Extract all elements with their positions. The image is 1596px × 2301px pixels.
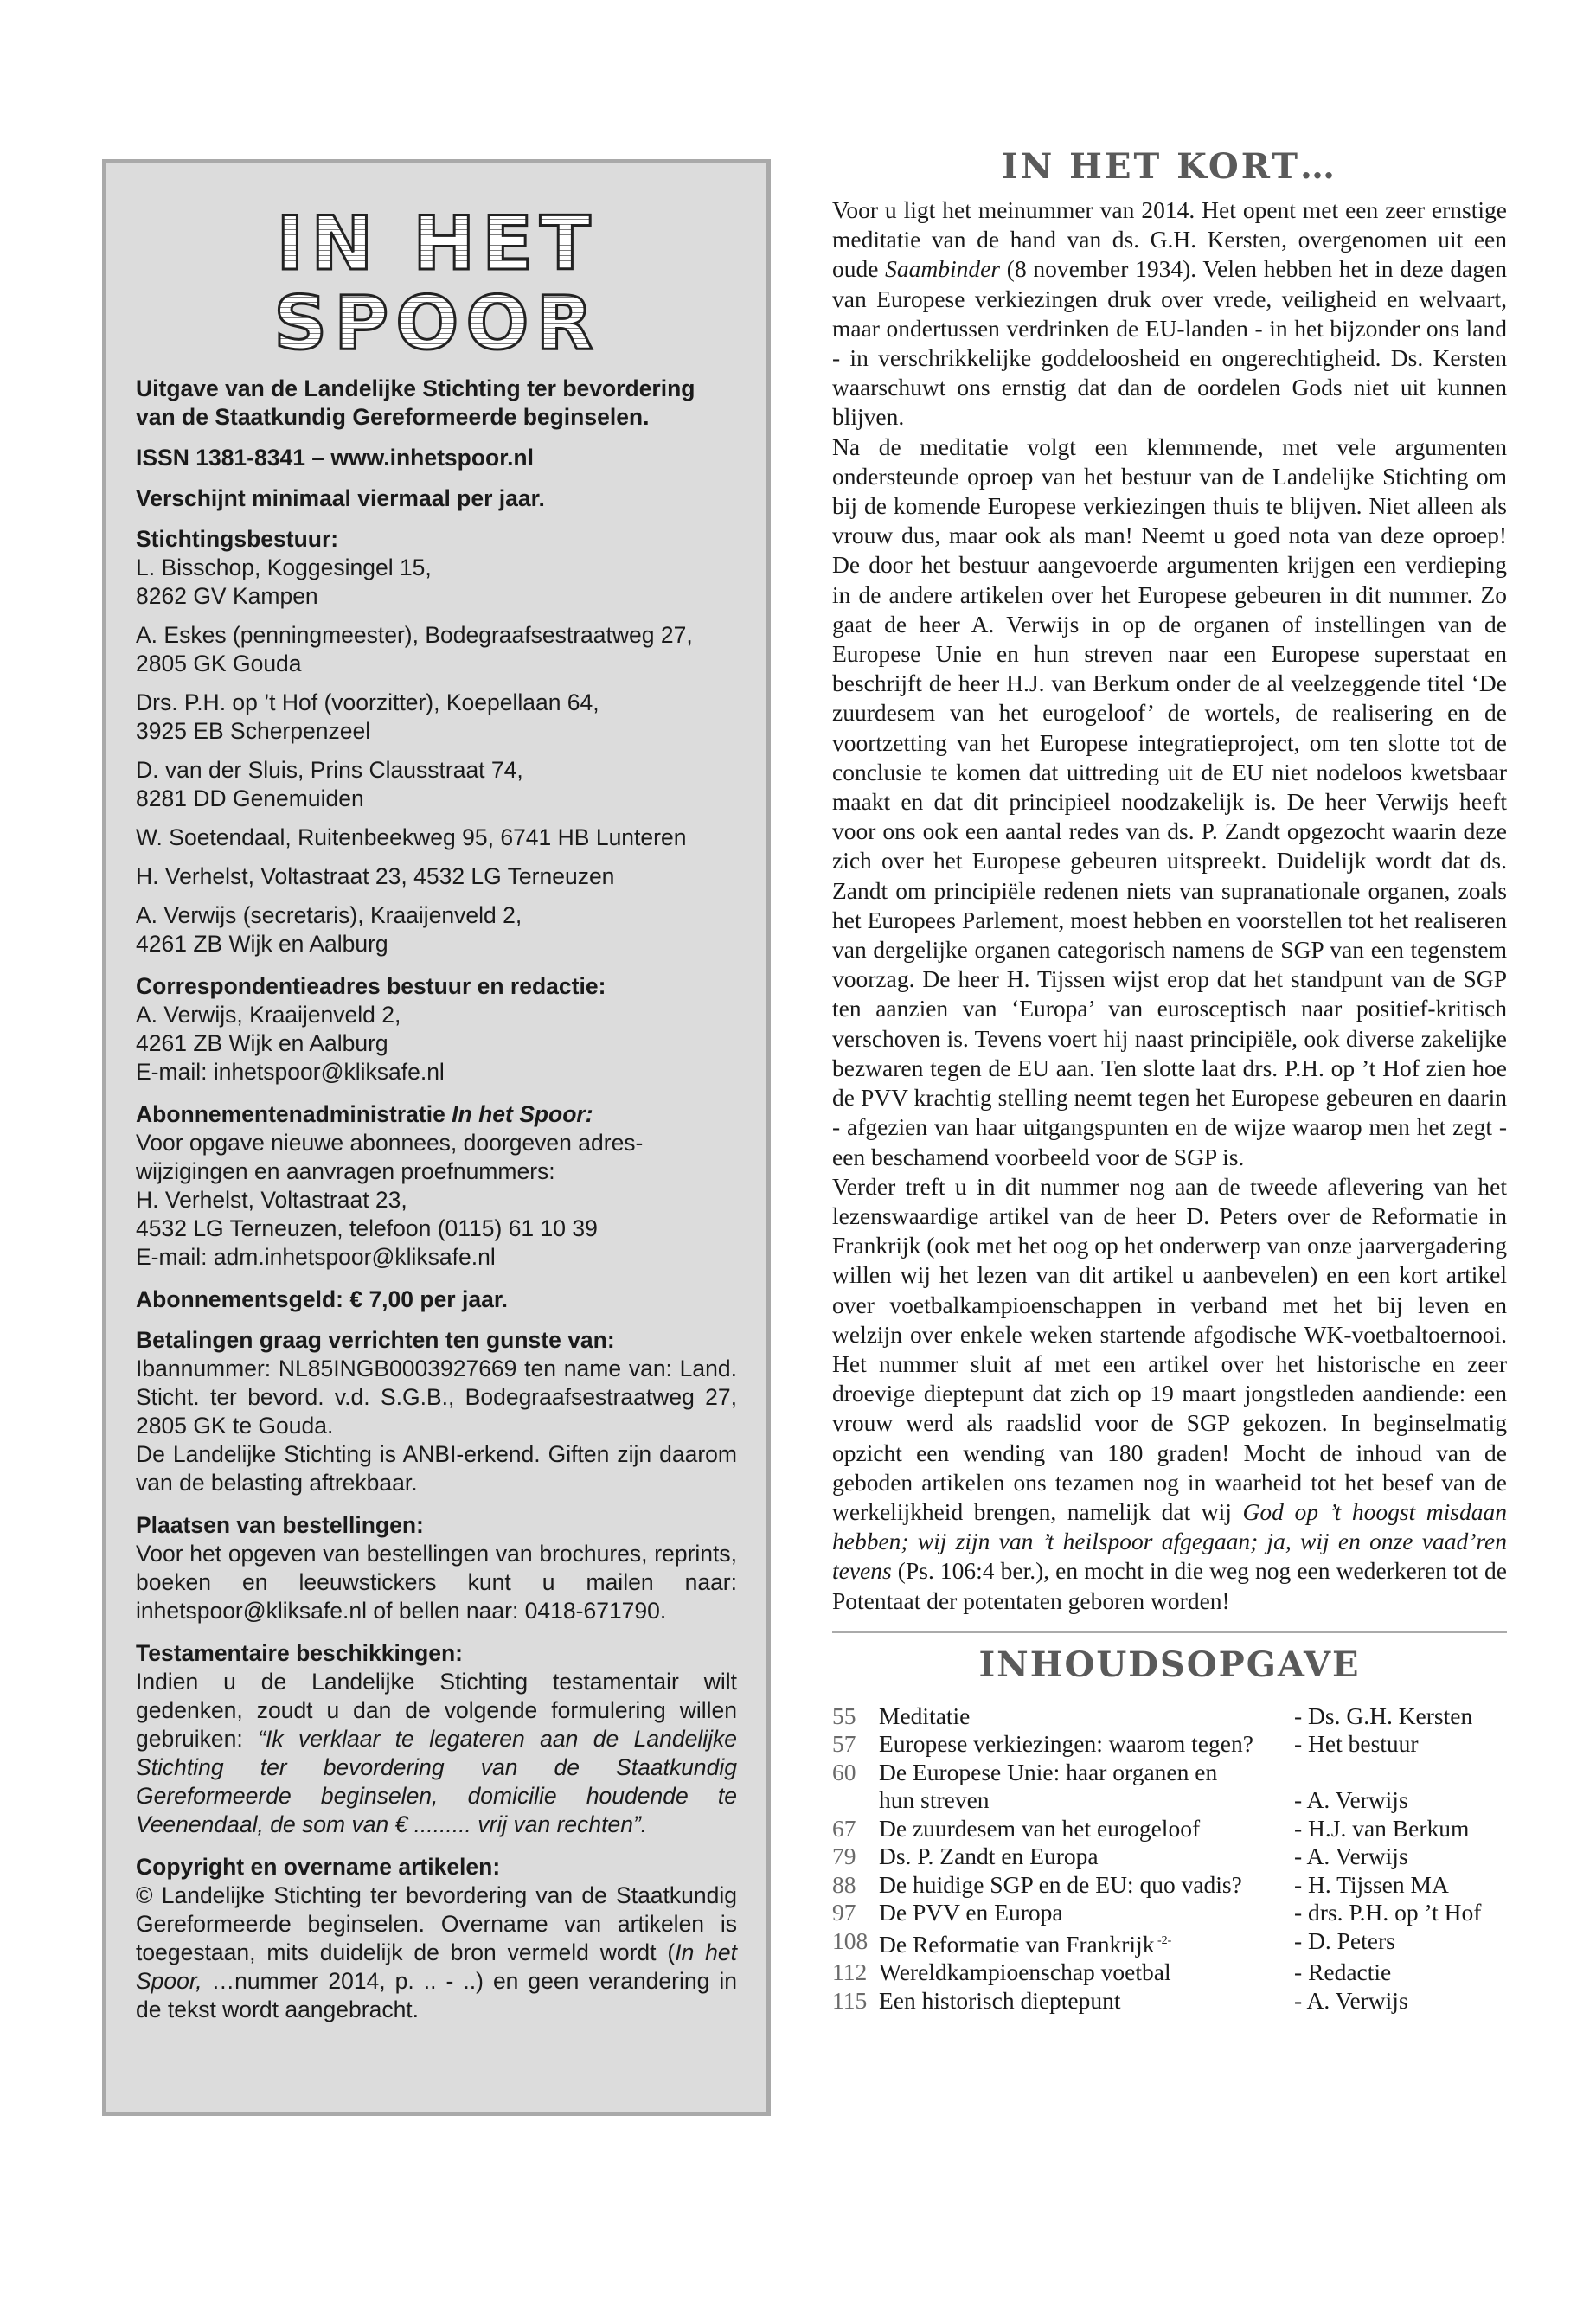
toc-row	[832, 1786, 1507, 1815]
correspondence-email: E-mail: inhetspoor@kliksafe.nl	[136, 1059, 445, 1085]
board-list	[136, 554, 737, 958]
subscription-line: wijzigingen en aanvragen proefnummers:	[136, 1158, 555, 1184]
toc-title: Ds. P. Zandt en Europa	[879, 1843, 1099, 1870]
board-heading: Stichtingsbestuur:	[136, 526, 339, 552]
board-member-line: 3925 EB Scherpenzeel	[136, 718, 371, 744]
toc-row	[832, 1871, 1507, 1900]
copyright-text: © Landelijke Stichting ter bevordering van de Staatkundig Gereformeerde beginselen. Overname van artikelen is toegestaan, mits duidelijk de bron vermeld wordt (In het Spoor, …nummer 2014, p. .. - ..) en geen verandering in de tekst wordt aangebracht.	[136, 1882, 737, 2022]
board-member-line: A. Eskes (penningmeester), Bodegraafsestraatweg 27,	[136, 622, 693, 648]
editorial-paragraph: Na de meditatie volgt een klemmende, met vele argumenten ondersteunde oproep van het bestuur van de Landelijke Stichting om bij de komende Europese verkiezingen thuis te blijven. Niet alleen als vrouw dus, maar ook als man! Neemt u goed nota van deze oproep! De door het bestuur aangevoerde argumenten krijgen een verdieping in de andere artikelen over het Europese gebeuren in dit nummer. Zo gaat de heer A. Verwijs in op de organen of instellingen van de Europese Unie en hun streven naar een Europese superstaat en beschrijft de heer H.J. van Berkum onder de al veelzeggende titel ‘De zuurdesem van het eurogeloof’ de wortels, de realisering en de voortzetting van het Europese integratieproject, om ten slotte tot de conclusie te komen dat uittreding uit de EU niet nodeloos kwetsbaar maakt en dat dit principieel noodzakelijk is. De heer Verwijs heeft voor ons ook een aantal redes van ds. P. Zandt opgezocht waarin deze zich over het Europese gebeuren uitspreekt. Duidelijk wordt dat ds. Zandt om principiële redenen niets van supranationale organen, zoals het Europees Parlement, moest hebben en voorstellen tot het realiseren van dergelijke organen categorisch namens de SGP van een tegenstem voorzag. De heer H. Tijssen wijst erop dat het standpunt van de SGP ten aanzien van ‘Europa’ van eurosceptisch naar positief-kritisch verschoven is. Tevens voert hij naast principiële, ook diverse zakelijke bezwaren tegen de EU aan. Ten slotte laat drs. P.H. op ’t Hof zien hoe de PVV krachtig stelling neemt tegen het Europese gebeuren en daarin - afgezien van haar uitgangspunten en de wijze waarop men het zegt - een beschamend voorbeeld voor de SGP is.	[832, 433, 1507, 1170]
payment-heading: Betalingen graag verrichten ten gunste van:	[136, 1327, 615, 1353]
toc-title: De Europese Unie: haar organen en	[879, 1758, 1218, 1785]
board-member	[136, 756, 737, 813]
board-member-line: L. Bisschop, Koggesingel 15,	[136, 554, 432, 580]
payment-text: Ibannummer: NL85INGB0003927669 ten name van: Land. Sticht. ter bevord. v.d. S.G.B., Bodegraafsestraatweg 27, 2805 GK te Gouda.	[136, 1356, 737, 1439]
board-member	[136, 862, 737, 891]
toc-author: - drs. P.H. op ’t Hof	[1294, 1899, 1482, 1926]
toc-page-number: 112	[832, 1958, 868, 1986]
toc-author: - H.J. van Berkum	[1294, 1814, 1470, 1842]
copyright-heading: Copyright en overname artikelen:	[136, 1854, 501, 1880]
board-member	[136, 901, 737, 958]
editorial-body	[832, 195, 1507, 1616]
table-of-contents	[832, 1702, 1507, 2016]
editorial-heading: IN HET KORT…	[1001, 146, 1337, 187]
toc-author: - Ds. G.H. Kersten	[1294, 1702, 1473, 1729]
testament-section	[136, 1639, 737, 1839]
toc-row	[832, 1987, 1507, 2016]
toc-author: - H. Tijssen MA	[1294, 1870, 1449, 1898]
subscription-line: H. Verhelst, Voltastraat 23,	[136, 1187, 407, 1213]
toc-row	[832, 1702, 1507, 1731]
orders-heading: Plaatsen van bestellingen:	[136, 1512, 424, 1538]
copyright-section	[136, 1853, 737, 2024]
toc-title: De zuurdesem van het eurogeloof	[879, 1814, 1201, 1842]
toc-title: hun streven	[879, 1786, 990, 1814]
toc-page-number: 97	[832, 1899, 856, 1926]
toc-author: - A. Verwijs	[1294, 1986, 1408, 2014]
anbi-text: De Landelijke Stichting is ANBI-erkend. Giften zijn daarom van de belasting aftrekbaar.	[136, 1441, 737, 1496]
toc-title: Wereldkampioenschap voetbal	[879, 1958, 1171, 1986]
board-member	[136, 824, 737, 852]
toc-title: Een historisch dieptepunt	[879, 1986, 1121, 2014]
toc-author: - A. Verwijs	[1294, 1843, 1408, 1870]
toc-title: De huidige SGP en de EU: quo vadis?	[879, 1870, 1242, 1898]
toc-page-number: 57	[832, 1730, 856, 1758]
toc-author: - A. Verwijs	[1294, 1786, 1408, 1814]
board-member	[136, 621, 737, 678]
intro-text: Uitgave van de Landelijke Stichting ter bevordering van de Staatkundig Gereformeerde beginselen.	[136, 375, 695, 430]
payment-section	[136, 1326, 737, 1497]
toc-page-number: 79	[832, 1843, 856, 1870]
toc-page-number: 88	[832, 1870, 856, 1898]
board-member-line: D. van der Sluis, Prins Clausstraat 74,	[136, 757, 523, 783]
correspondence-heading: Correspondentieadres bestuur en redactie:	[136, 973, 606, 999]
toc-row	[832, 1927, 1507, 1959]
board-member-line: H. Verhelst, Voltastraat 23, 4532 LG Terneuzen	[136, 863, 615, 889]
toc-title: Meditatie	[879, 1702, 971, 1729]
toc-page-number: 60	[832, 1758, 856, 1785]
board-section	[136, 525, 737, 958]
in-het-spoor-logo	[136, 193, 737, 375]
board-member-line: 4261 ZB Wijk en Aalburg	[136, 931, 388, 957]
toc-part-marker: -2-	[1154, 1933, 1172, 1947]
subscription-heading: Abonnementenadministratie In het Spoor:	[136, 1101, 593, 1127]
subscription-line: 4532 LG Terneuzen, telefoon (0115) 61 10 39	[136, 1215, 598, 1241]
issn-line: ISSN 1381-8341 – www.inhetspoor.nl	[136, 445, 534, 471]
svg-text:IN HET: IN HET	[275, 201, 598, 287]
toc-row	[832, 1843, 1507, 1871]
testament-heading: Testamentaire beschikkingen:	[136, 1640, 464, 1666]
subscription-section	[136, 1100, 737, 1272]
frequency-line: Verschijnt minimaal viermaal per jaar.	[136, 485, 545, 511]
toc-page-number: 67	[832, 1814, 856, 1842]
subscription-line: Voor opgave nieuwe abonnees, doorgeven adres-	[136, 1130, 644, 1156]
toc-title: De PVV en Europa	[879, 1899, 1063, 1926]
toc-row	[832, 1899, 1507, 1927]
board-member-line: W. Soetendaal, Ruitenbeekweg 95, 6741 HB Lunteren	[136, 824, 687, 850]
correspondence-section	[136, 972, 737, 1086]
board-member	[136, 554, 737, 611]
toc-title: De Reformatie van Frankrijk $^{-2-}$	[879, 1930, 1172, 1958]
editorial-column	[832, 145, 1507, 2015]
toc-page-number: 55	[832, 1702, 856, 1729]
svg-text:SPOOR: SPOOR	[272, 280, 600, 366]
testament-text: Indien u de Landelijke Stichting testamentair wilt gedenken, zoudt u dan de volgende formulering willen gebruiken: “Ik verklaar te legateren aan de Landelijke Stichting ter bevordering van de Staatkundig Gereformeerde beginselen, domicilie houdende te Veenendaal, de som van € ......... vrij van rechten”.	[136, 1669, 737, 1837]
board-member-line: 8262 GV Kampen	[136, 583, 318, 609]
toc-author: - D. Peters	[1294, 1926, 1395, 1954]
toc-row	[832, 1815, 1507, 1843]
board-member-line: 8281 DD Genemuiden	[136, 785, 364, 811]
toc-heading: INHOUDSOPGAVE	[978, 1644, 1361, 1685]
board-member-line: Drs. P.H. op ’t Hof (voorzitter), Koepellaan 64,	[136, 689, 599, 715]
orders-section	[136, 1511, 737, 1625]
editorial-paragraph: Voor u ligt het meinummer van 2014. Het opent met een zeer ernstige meditatie van de hand van ds. G.H. Kersten, overgenomen uit een oude Saambinder (8 november 1934). Velen hebben het in deze dagen van Europese verkiezingen druk over vrede, veiligheid en welvaart, maar ondertussen verdrinken de EU-landen - in het bijzonder ons land - in verschrikkelijke goddeloosheid en ongerechtigheid. Ds. Kersten waarschuwt ons ernstig dat dan de oordelen Gods niet uit kunnen blijven.	[832, 196, 1507, 431]
toc-page-number	[832, 1786, 879, 1815]
toc-page-number: 108	[832, 1926, 869, 1954]
board-member-line: 2805 GK Gouda	[136, 651, 302, 676]
subscription-email: E-mail: adm.inhetspoor@kliksafe.nl	[136, 1244, 496, 1270]
toc-page-number: 115	[832, 1986, 868, 2014]
toc-row	[832, 1730, 1507, 1759]
toc-author: - Redactie	[1294, 1958, 1392, 1986]
correspondence-line: 4261 ZB Wijk en Aalburg	[136, 1030, 388, 1056]
board-member	[136, 689, 737, 746]
board-member-line: A. Verwijs (secretaris), Kraaijenveld 2,	[136, 902, 522, 928]
colophon-box	[102, 159, 771, 2116]
correspondence-line: A. Verwijs, Kraaijenveld 2,	[136, 1002, 401, 1028]
section-divider	[832, 1631, 1507, 1633]
toc-author	[1294, 1759, 1507, 1787]
toc-title: Europese verkiezingen: waarom tegen?	[879, 1730, 1253, 1758]
toc-author: - Het bestuur	[1294, 1730, 1419, 1758]
toc-row	[832, 1958, 1507, 1987]
subscription-fee: Abonnementsgeld: € 7,00 per jaar.	[136, 1286, 509, 1312]
editorial-paragraph: Verder treft u in dit nummer nog aan de tweede aflevering van het lezenswaardige artikel van de heer D. Peters over de Reformatie in Frankrijk (ook met het oog op het onderwerp van onze jaarvergadering willen wij het lezen van dit artikel u aanbevelen) en een kort artikel over voetbalkampioenschappen in verband met het bij leven en welzijn over enkele weken startende afgodische WK-voetbaltoernooi. Het nummer sluit af met een artikel over het historische en zeer droevige dieptepunt dat zich op 19 maart jongstleden aandiende: een vrouw werd als raadslid voor de SGP gekozen. In beginselmatig opzicht een wending van 180 graden! Mocht de inhoud van de geboden artikelen ons tezamen nog in waarheid tot het besef van de werkelijkheid brengen, namelijk dat wij God op ’t hoogst misdaan hebben; wij zijn van ’t heilspoor afgegaan; ja, wij en onze vaad’ren tevens (Ps. 106:4 ber.), en mocht in die weg nog een wederkeren tot de Potentaat der potentaten geboren worden!	[832, 1172, 1507, 1614]
toc-row	[832, 1759, 1507, 1787]
orders-text: Voor het opgeven van bestellingen van brochures, reprints, boeken en leeuwstickers kunt u mailen naar: inhetspoor@kliksafe.nl of bellen naar: 0418-671790.	[136, 1541, 737, 1624]
